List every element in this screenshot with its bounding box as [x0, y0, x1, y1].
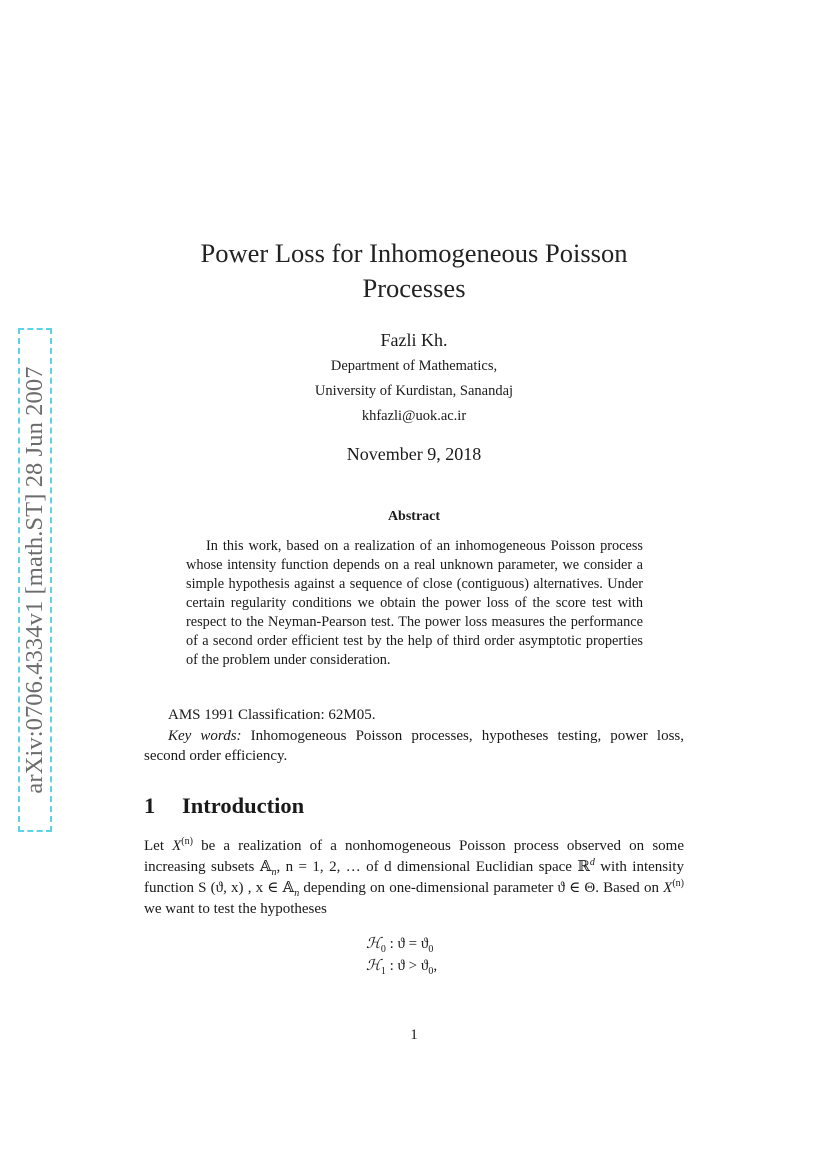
math-subscript: n — [294, 888, 300, 899]
paper-date: November 9, 2018 — [346, 444, 482, 464]
author-email: khfazli@uok.ac.ir — [361, 408, 467, 424]
intro-text: depending on one-dimensional parameter ϑ ∈ Θ. Based on — [299, 880, 664, 896]
equation-text: : ϑ = ϑ — [385, 936, 429, 952]
intro-text: with intensity function S (ϑ, x) , x ∈ — [144, 859, 684, 896]
keywords-label: Key words: — [168, 728, 242, 744]
equation-text: , — [433, 958, 438, 974]
math-h: ℋ — [366, 958, 381, 974]
paper-title: Power Loss for Inhomogeneous Poisson Processes — [200, 238, 628, 303]
math-superscript: d — [589, 857, 595, 868]
author-name: Fazli Kh. — [380, 330, 448, 350]
section-heading — [144, 793, 304, 819]
intro-text: we want to test the hypotheses — [144, 901, 327, 917]
math-r: ℝ — [577, 859, 590, 875]
intro-paragraph — [144, 836, 684, 920]
math-a: 𝔸 — [259, 859, 272, 875]
math-subscript: n — [271, 867, 277, 878]
affiliation-department: Department of Mathematics, — [330, 358, 498, 374]
arxiv-id-text: arXiv:0706.4334v1 [math.ST] 28 Jun 2007 — [21, 366, 48, 794]
intro-text: , n = 1, 2, … of d dimensional Euclidian space — [276, 859, 578, 875]
math-superscript: (n) — [181, 836, 193, 847]
abstract-heading: Abstract — [387, 509, 441, 524]
arxiv-stamp — [18, 328, 52, 832]
keywords-text: Inhomogeneous Poisson processes, hypotheses testing, power loss, second order efficiency. — [144, 728, 684, 764]
math-x: X — [172, 838, 182, 854]
equation-text: : ϑ > ϑ — [385, 958, 429, 974]
ams-classification: AMS 1991 Classification: 62M05. — [168, 707, 376, 723]
math-a: 𝔸 — [282, 880, 295, 896]
section-number: 1 — [144, 793, 156, 818]
abstract-text: In this work, based on a realization of an inhomogeneous Poisson process whose intensity function depends on a real unknown parameter, we consider a simple hypothesis against a sequence of close (contiguous) alternatives. Under certain regularity conditions we obtain the power loss of the score test with respect to the Neyman-Pearson test. The power loss measures the performance of a second order efficient test by the help of third order asymptotic properties of the problem under consideration. — [186, 538, 643, 668]
math-subscript: 1 — [380, 966, 386, 977]
equation-h0 — [366, 934, 433, 953]
keywords — [144, 726, 684, 766]
intro-text: be a realization of a nonhomogeneous Poisson process observed on some increasing subsets — [144, 838, 684, 875]
page-number: 1 — [410, 1027, 418, 1043]
math-subscript: 0 — [428, 966, 434, 977]
math-subscript: 0 — [428, 944, 434, 955]
math-x: X — [663, 880, 673, 896]
math-subscript: 0 — [380, 944, 386, 955]
intro-text: Let — [144, 838, 173, 854]
math-superscript: (n) — [672, 878, 684, 889]
math-h: ℋ — [366, 936, 381, 952]
equation-h1 — [366, 956, 437, 975]
section-title: Introduction — [182, 793, 305, 818]
affiliation-university: University of Kurdistan, Sanandaj — [314, 383, 514, 399]
